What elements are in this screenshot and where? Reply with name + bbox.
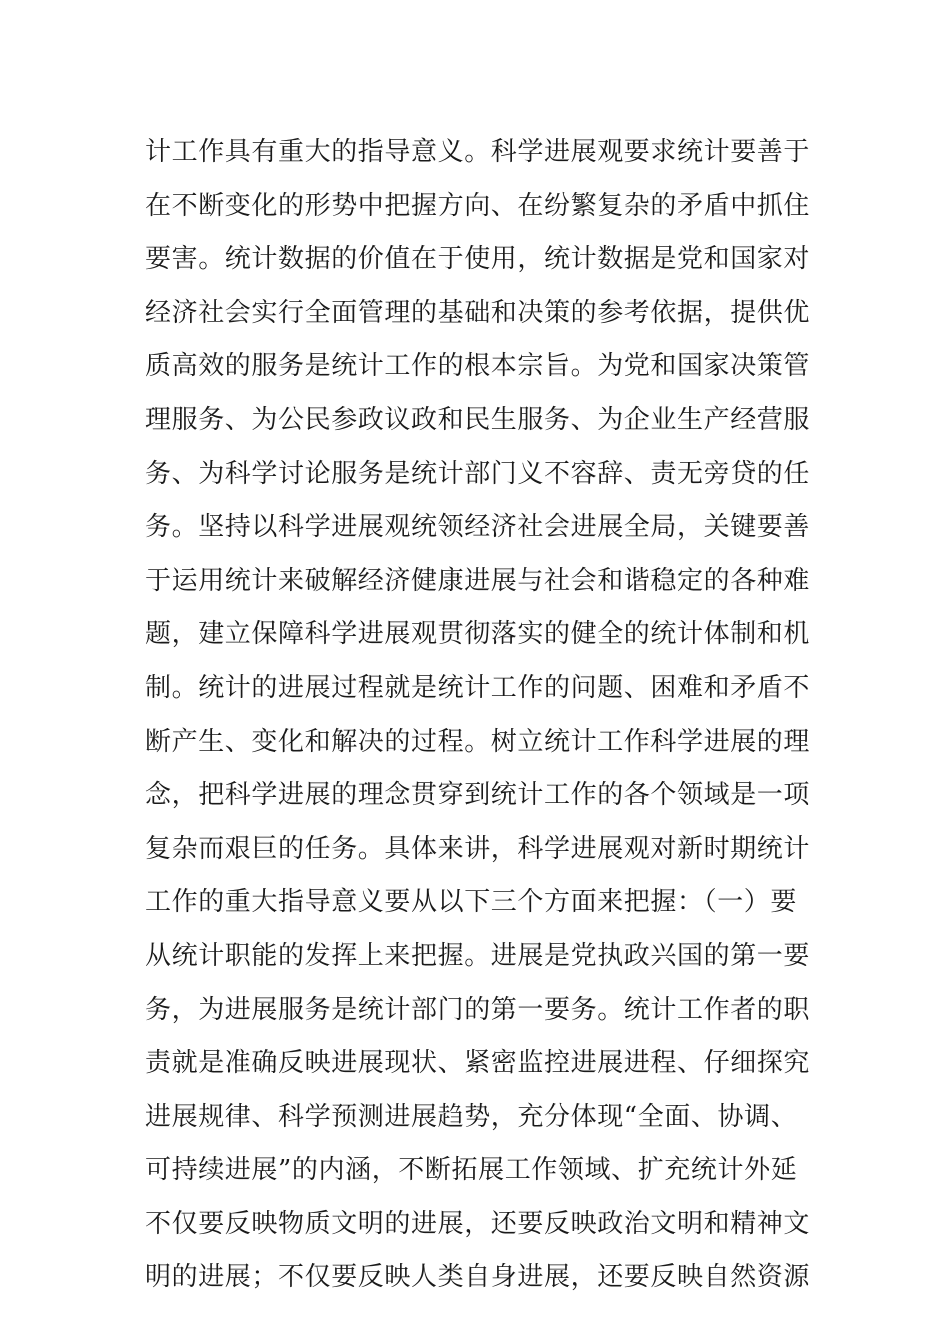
text-line: 可持续进展”的内涵，不断拓展工作领域、扩充统计外延 <box>145 1155 798 1186</box>
text-line: 工作的重大指导意义要从以下三个方面来把握：（一）要 <box>145 887 798 918</box>
text-line: 断产生、变化和解决的过程。树立统计工作科学进展的理 <box>145 726 811 757</box>
text-line: 不仅要反映物质文明的进展，还要反映政治文明和精神文 <box>145 1208 811 1239</box>
text-line: 计工作具有重大的指导意义。科学进展观要求统计要善于 <box>145 137 811 167</box>
body-text <box>145 126 815 1305</box>
text-line: 复杂而艰巨的任务。具体来讲，科学进展观对新时期统计 <box>145 833 811 864</box>
text-line: 责就是准确反映进展现状、紧密监控进展进程、仔细探究 <box>145 1048 811 1079</box>
text-line: 经济社会实行全面管理的基础和决策的参考依据，提供优 <box>145 297 811 328</box>
text-line: 念，把科学进展的理念贯穿到统计工作的各个领域是一项 <box>145 780 811 811</box>
text-line: 明的进展；不仅要反映人类自身进展，还要反映自然资源 <box>145 1262 811 1293</box>
text-line: 质高效的服务是统计工作的根本宗旨。为党和国家决策管 <box>145 351 811 382</box>
text-line: 进展规律、科学预测进展趋势，充分体现“全面、协调、 <box>145 1101 798 1132</box>
text-line: 务。坚持以科学进展观统领经济社会进展全局，关键要善 <box>145 512 811 543</box>
text-line: 于运用统计来破解经济健康进展与社会和谐稳定的各种难 <box>145 565 811 596</box>
text-line: 在不断变化的形势中把握方向、在纷繁复杂的矛盾中抓住 <box>145 190 811 221</box>
text-line: 从统计职能的发挥上来把握。进展是党执政兴国的第一要 <box>145 940 811 971</box>
text-line: 制。统计的进展过程就是统计工作的问题、困难和矛盾不 <box>145 672 811 703</box>
text-line: 题，建立保障科学进展观贯彻落实的健全的统计体制和机 <box>145 619 811 650</box>
text-line: 务、为科学讨论服务是统计部门义不容辞、责无旁贷的任 <box>145 458 811 489</box>
text-line: 要害。统计数据的价值在于使用，统计数据是党和国家对 <box>145 244 811 275</box>
text-line: 理服务、为公民参政议政和民生服务、为企业生产经营服 <box>145 404 811 435</box>
text-line: 务，为进展服务是统计部门的第一要务。统计工作者的职 <box>145 994 811 1025</box>
